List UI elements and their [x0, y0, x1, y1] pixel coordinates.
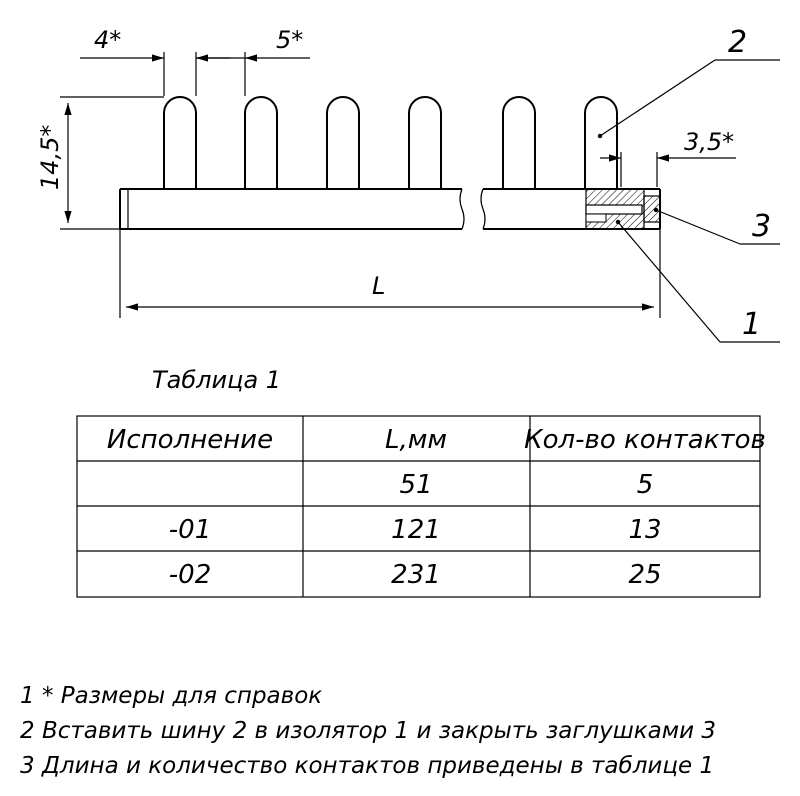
table-header-variant: Исполнение — [106, 425, 274, 455]
contact-pin — [164, 97, 196, 189]
dim-pin-width — [80, 26, 230, 96]
contact-pins — [164, 97, 617, 189]
dim-pin-gap-label: 5* — [276, 26, 304, 54]
table-cell-variant: -01 — [168, 515, 212, 545]
comb-body-left — [120, 189, 464, 229]
table-cell-variant: -02 — [168, 560, 212, 590]
contact-pin — [585, 97, 617, 189]
notes — [20, 683, 716, 779]
contact-pin — [327, 97, 359, 189]
callout-3-label: 3 — [752, 209, 772, 244]
table-row — [169, 515, 662, 545]
note-line: 3 Длина и количество контактов приведены в таблице 1 — [20, 753, 715, 779]
table-header-contacts: Кол-во контактов — [524, 425, 766, 455]
dim-height-label: 14,5* — [36, 124, 64, 190]
spec-table — [77, 416, 766, 597]
callout-2 — [598, 25, 780, 138]
callout-1-label: 1 — [742, 307, 762, 342]
note-line: 2 Вставить шину 2 в изолятор 1 и закрыть заглушками 3 — [20, 718, 716, 744]
table-cell-length: 121 — [391, 515, 441, 545]
table-cell-contacts: 13 — [628, 515, 662, 545]
table-row — [399, 470, 653, 500]
dim-end-offset — [600, 128, 736, 187]
table-cell-contacts: 25 — [628, 560, 662, 590]
dim-pin-width-label: 4* — [94, 26, 122, 54]
table-cell-length: 51 — [399, 470, 433, 500]
table-cell-length: 231 — [391, 560, 441, 590]
table-caption: Таблица 1 — [152, 366, 282, 394]
callout-3 — [654, 208, 780, 244]
note-line: 1 * Размеры для справок — [20, 683, 323, 709]
table-row — [169, 560, 662, 590]
contact-pin — [409, 97, 441, 189]
callout-2-label: 2 — [728, 25, 748, 60]
dim-end-offset-label: 3,5* — [684, 128, 735, 156]
contact-pin — [503, 97, 535, 189]
dim-height — [36, 97, 164, 229]
dim-length-label: L — [372, 272, 386, 300]
end-section-hatch — [586, 189, 660, 229]
dim-pin-gap — [196, 26, 310, 96]
table-cell-contacts: 5 — [636, 470, 654, 500]
contact-pin — [245, 97, 277, 189]
dim-length — [120, 229, 660, 318]
table-header-length: L,мм — [385, 425, 447, 455]
